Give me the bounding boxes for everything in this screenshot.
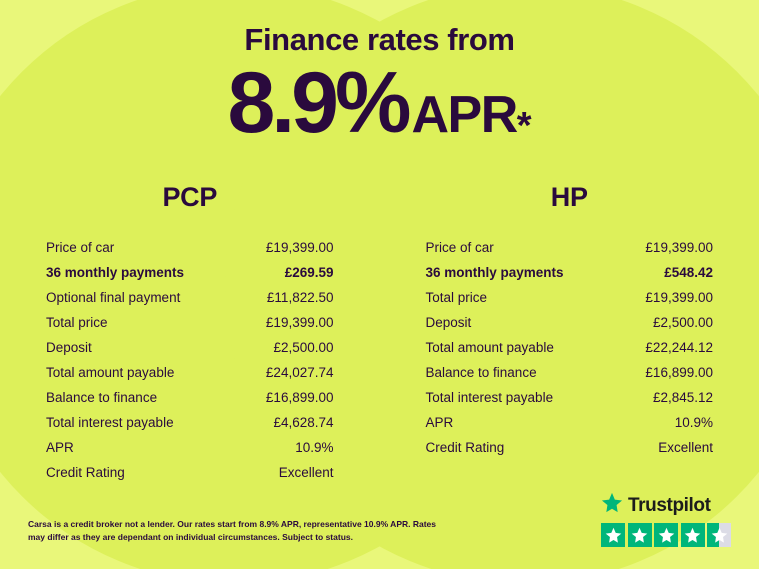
table-row (426, 410, 714, 435)
row-label: Total amount payable (46, 365, 175, 380)
row-label: Total amount payable (425, 340, 554, 355)
row-label: 36 monthly payments (46, 265, 185, 280)
row-label: Deposit (46, 340, 92, 355)
table-row (46, 460, 334, 485)
row-label: 36 monthly payments (425, 265, 564, 280)
row-label: APR (425, 415, 454, 430)
finance-columns (0, 182, 759, 485)
row-label: Total interest payable (425, 390, 554, 405)
row-label: Credit Rating (425, 440, 505, 455)
row-value: £19,399.00 (265, 240, 334, 255)
row-value: £19,399.00 (265, 315, 334, 330)
star-icon-5-half (707, 523, 731, 547)
rate-unit: APR (411, 86, 517, 144)
trustpilot-star-icon (601, 492, 623, 519)
row-label: Total price (425, 290, 488, 305)
star-icon-4 (681, 523, 705, 547)
row-value: Excellent (658, 440, 713, 455)
row-value: 10.9% (295, 440, 334, 455)
trustpilot-rating (601, 492, 733, 547)
table-row (426, 310, 714, 335)
row-label: APR (46, 440, 74, 455)
table-row (46, 285, 334, 310)
row-label: Balance to finance (425, 365, 537, 380)
table-row (426, 285, 714, 310)
column-title-pcp: PCP (162, 182, 218, 212)
table-row (426, 385, 714, 410)
row-value: £11,822.50 (266, 290, 334, 305)
row-label: Deposit (425, 315, 472, 330)
row-label: Price of car (425, 240, 494, 255)
row-value: £22,244.12 (645, 340, 713, 355)
row-value: Excellent (278, 465, 334, 480)
disclaimer-text: Carsa is a credit broker not a lender. Our rates start from 8.9% APR, representative 10.9% APR. Rates may differ as they are dependant on individual circumstances. Subject to status. (28, 519, 437, 542)
table-row (426, 435, 714, 460)
table-row (46, 360, 334, 385)
table-row (46, 435, 334, 460)
row-label: Balance to finance (46, 390, 158, 405)
rate-number: 8.9% (227, 55, 408, 151)
star-icon-2 (628, 523, 652, 547)
row-value: £269.59 (284, 265, 334, 280)
table-row (46, 410, 334, 435)
trustpilot-stars (601, 523, 733, 547)
star-icon-1 (601, 523, 625, 547)
finance-column-hp (380, 182, 759, 485)
row-value: £2,845.12 (652, 390, 713, 405)
rate-asterisk: * (516, 105, 532, 147)
table-row (46, 310, 334, 335)
finance-column-pcp (0, 182, 380, 485)
table-row (46, 235, 334, 260)
row-value: £16,899.00 (645, 365, 713, 380)
column-title-hp: HP (550, 182, 588, 212)
table-row (46, 260, 334, 285)
table-row (46, 385, 334, 410)
row-value: 10.9% (674, 415, 713, 430)
row-label: Credit Rating (46, 465, 125, 480)
row-label: Total price (46, 315, 108, 330)
row-value: £548.42 (664, 265, 713, 280)
trustpilot-name: Trustpilot (628, 494, 711, 516)
row-value: £4,628.74 (273, 415, 334, 430)
trustpilot-logo (601, 492, 733, 519)
row-label: Total interest payable (46, 415, 174, 430)
row-value: £24,027.74 (265, 365, 334, 380)
row-label: Optional final payment (46, 290, 181, 305)
table-row (426, 235, 714, 260)
table-row (426, 335, 714, 360)
star-icon-3 (654, 523, 678, 547)
row-value: £19,399.00 (645, 240, 713, 255)
row-value: £2,500.00 (652, 315, 713, 330)
row-label: Price of car (46, 240, 115, 255)
row-value: £19,399.00 (645, 290, 713, 305)
footer (0, 491, 759, 569)
row-value: £2,500.00 (273, 340, 334, 355)
table-row (426, 360, 714, 385)
rate-display (0, 55, 759, 151)
row-value: £16,899.00 (265, 390, 334, 405)
table-row (426, 260, 714, 285)
page-title: Finance rates from (244, 22, 515, 57)
table-row (46, 335, 334, 360)
